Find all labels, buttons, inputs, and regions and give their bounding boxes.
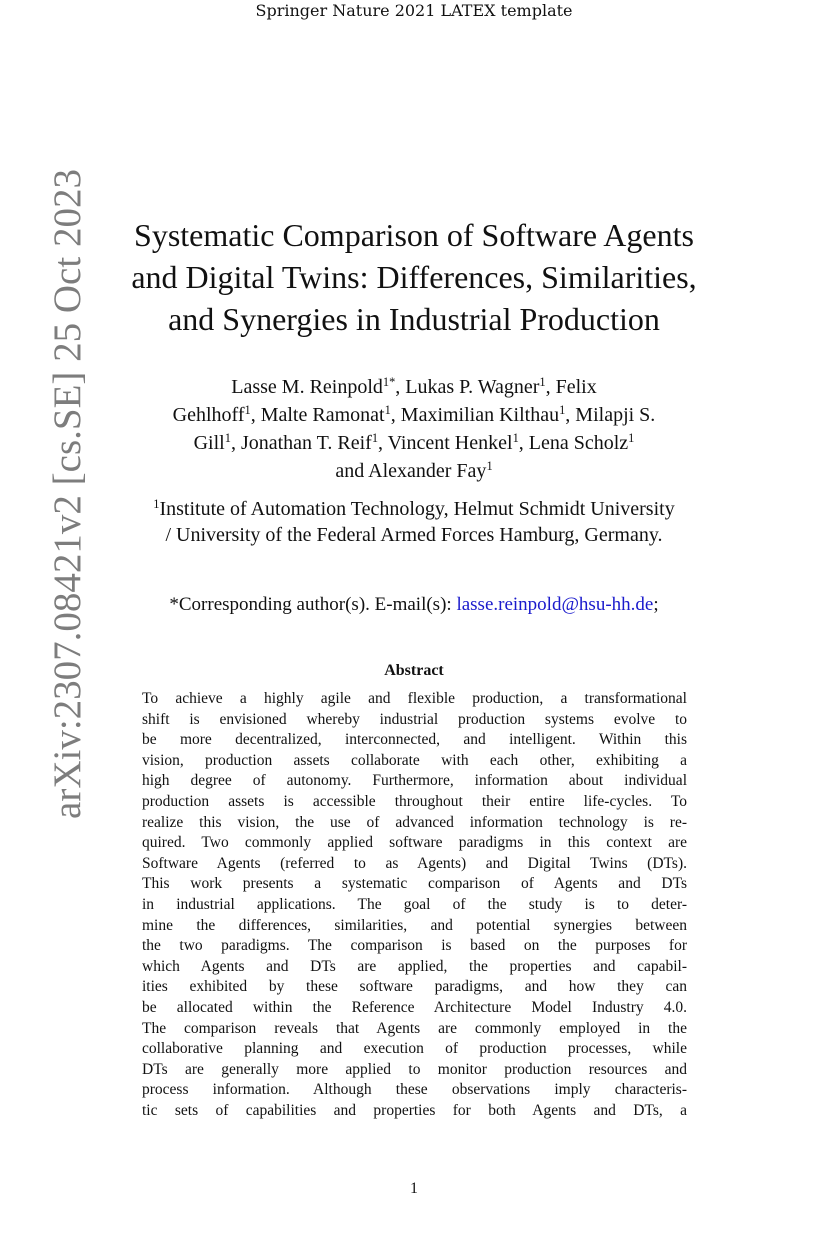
affiliation-text: Institute of Automation Technology, Helmut Schmidt University	[159, 498, 675, 520]
page-number: 1	[410, 1180, 418, 1197]
abstract-line: mine the differences, similarities, and potential synergies between	[142, 916, 687, 934]
title-line: and Digital Twins: Differences, Similarities,	[131, 259, 697, 295]
author-name: , Felix	[545, 376, 597, 398]
abstract-body	[142, 689, 687, 1121]
affiliation-marker: 1	[559, 403, 566, 418]
author-line	[0, 429, 828, 457]
affiliation-marker: 1	[244, 403, 251, 418]
affiliation-marker: 1*	[382, 375, 396, 390]
corresponding-label: *Corresponding author(s). E-mail(s):	[169, 594, 457, 615]
corresponding-author	[0, 592, 828, 618]
author-list	[0, 373, 828, 485]
abstract-line: shift is envisioned whereby industrial production systems evolve to	[142, 710, 687, 728]
abstract-line: production assets is accessible throughout their entire life-cycles. To	[142, 792, 687, 810]
abstract-line: DTs are generally more applied to monitor production resources and	[142, 1060, 687, 1078]
affiliation-block	[0, 496, 828, 548]
arxiv-identifier-text: arXiv:2307.08421v2 [cs.SE] 25 Oct 2023	[46, 169, 89, 819]
title-line: Systematic Comparison of Software Agents	[134, 217, 694, 253]
abstract-line: vision, production assets collaborate with each other, exhibiting a	[142, 751, 687, 769]
author-name: , Milapji S.	[565, 404, 656, 426]
affiliation-marker: 1	[224, 431, 231, 446]
author-line	[0, 457, 828, 485]
abstract-line: in industrial applications. The goal of the study is to deter-	[142, 895, 687, 913]
running-header	[0, 2, 828, 20]
author-name: Lasse M. Reinpold	[231, 376, 383, 398]
author-name: , Lukas P. Wagner	[395, 376, 540, 398]
author-name: and Alexander Fay	[335, 460, 487, 482]
author-line	[0, 401, 828, 429]
abstract-line: high degree of autonomy. Furthermore, information about individual	[142, 772, 687, 790]
abstract-line: realize this vision, the use of advanced information technology is re-	[142, 813, 687, 831]
affiliation-marker: 1	[153, 497, 160, 512]
email-link[interactable]: lasse.reinpold@hsu-hh.de	[456, 594, 654, 615]
abstract-heading: Abstract	[384, 662, 444, 679]
author-name: Gill	[193, 432, 225, 454]
abstract-line: The comparison reveals that Agents are commonly employed in the	[142, 1019, 687, 1037]
affiliation-marker: 1	[486, 459, 493, 474]
author-name: , Malte Ramonat	[250, 404, 385, 426]
paper-title	[0, 214, 828, 340]
abstract-line: ities exhibited by these software paradigms, and how they can	[142, 978, 687, 996]
author-name: , Vincent Henkel	[378, 432, 513, 454]
affiliation-line: / University of the Federal Armed Forces Hamburg, Germany.	[165, 524, 663, 546]
abstract-line: the two paradigms. The comparison is based on the purposes for	[142, 937, 687, 955]
affiliation-marker: 1	[539, 375, 546, 390]
author-name: , Maximilian Kilthau	[390, 404, 560, 426]
affiliation-marker: 1	[512, 431, 519, 446]
abstract-line: which Agents and DTs are applied, the properties and capabil-	[142, 957, 687, 975]
abstract-line: process information. Although these observations imply characteris-	[142, 1081, 687, 1099]
affiliation-line	[0, 496, 828, 522]
running-header-text: Springer Nature 2021 LATEX template	[255, 1, 573, 20]
abstract-line: This work presents a systematic comparison of Agents and DTs	[142, 875, 687, 893]
abstract-line: collaborative planning and execution of production processes, while	[142, 1040, 687, 1058]
abstract-line: quired. Two commonly applied software paradigms in this context are	[142, 834, 687, 852]
abstract-line: tic sets of capabilities and properties for both Agents and DTs, a	[142, 1101, 687, 1119]
abstract-line: Software Agents (referred to as Agents) and Digital Twins (DTs).	[142, 854, 687, 872]
author-name: , Lena Scholz	[518, 432, 629, 454]
abstract-line: To achieve a highly agile and flexible production, a transformational	[142, 690, 687, 707]
title-line: and Synergies in Industrial Production	[168, 301, 660, 337]
corresponding-suffix: ;	[653, 594, 659, 615]
affiliation-marker: 1	[371, 431, 379, 446]
abstract-line: be more decentralized, interconnected, and intelligent. Within this	[142, 731, 687, 749]
affiliation-marker: 1	[628, 431, 635, 446]
author-name: , Jonathan T. Reif	[230, 432, 372, 454]
author-name: Gehlhoff	[172, 404, 245, 426]
affiliation-marker: 1	[384, 403, 391, 418]
author-line	[0, 373, 828, 401]
abstract-line: be allocated within the Reference Architecture Model Industry 4.0.	[142, 998, 687, 1016]
